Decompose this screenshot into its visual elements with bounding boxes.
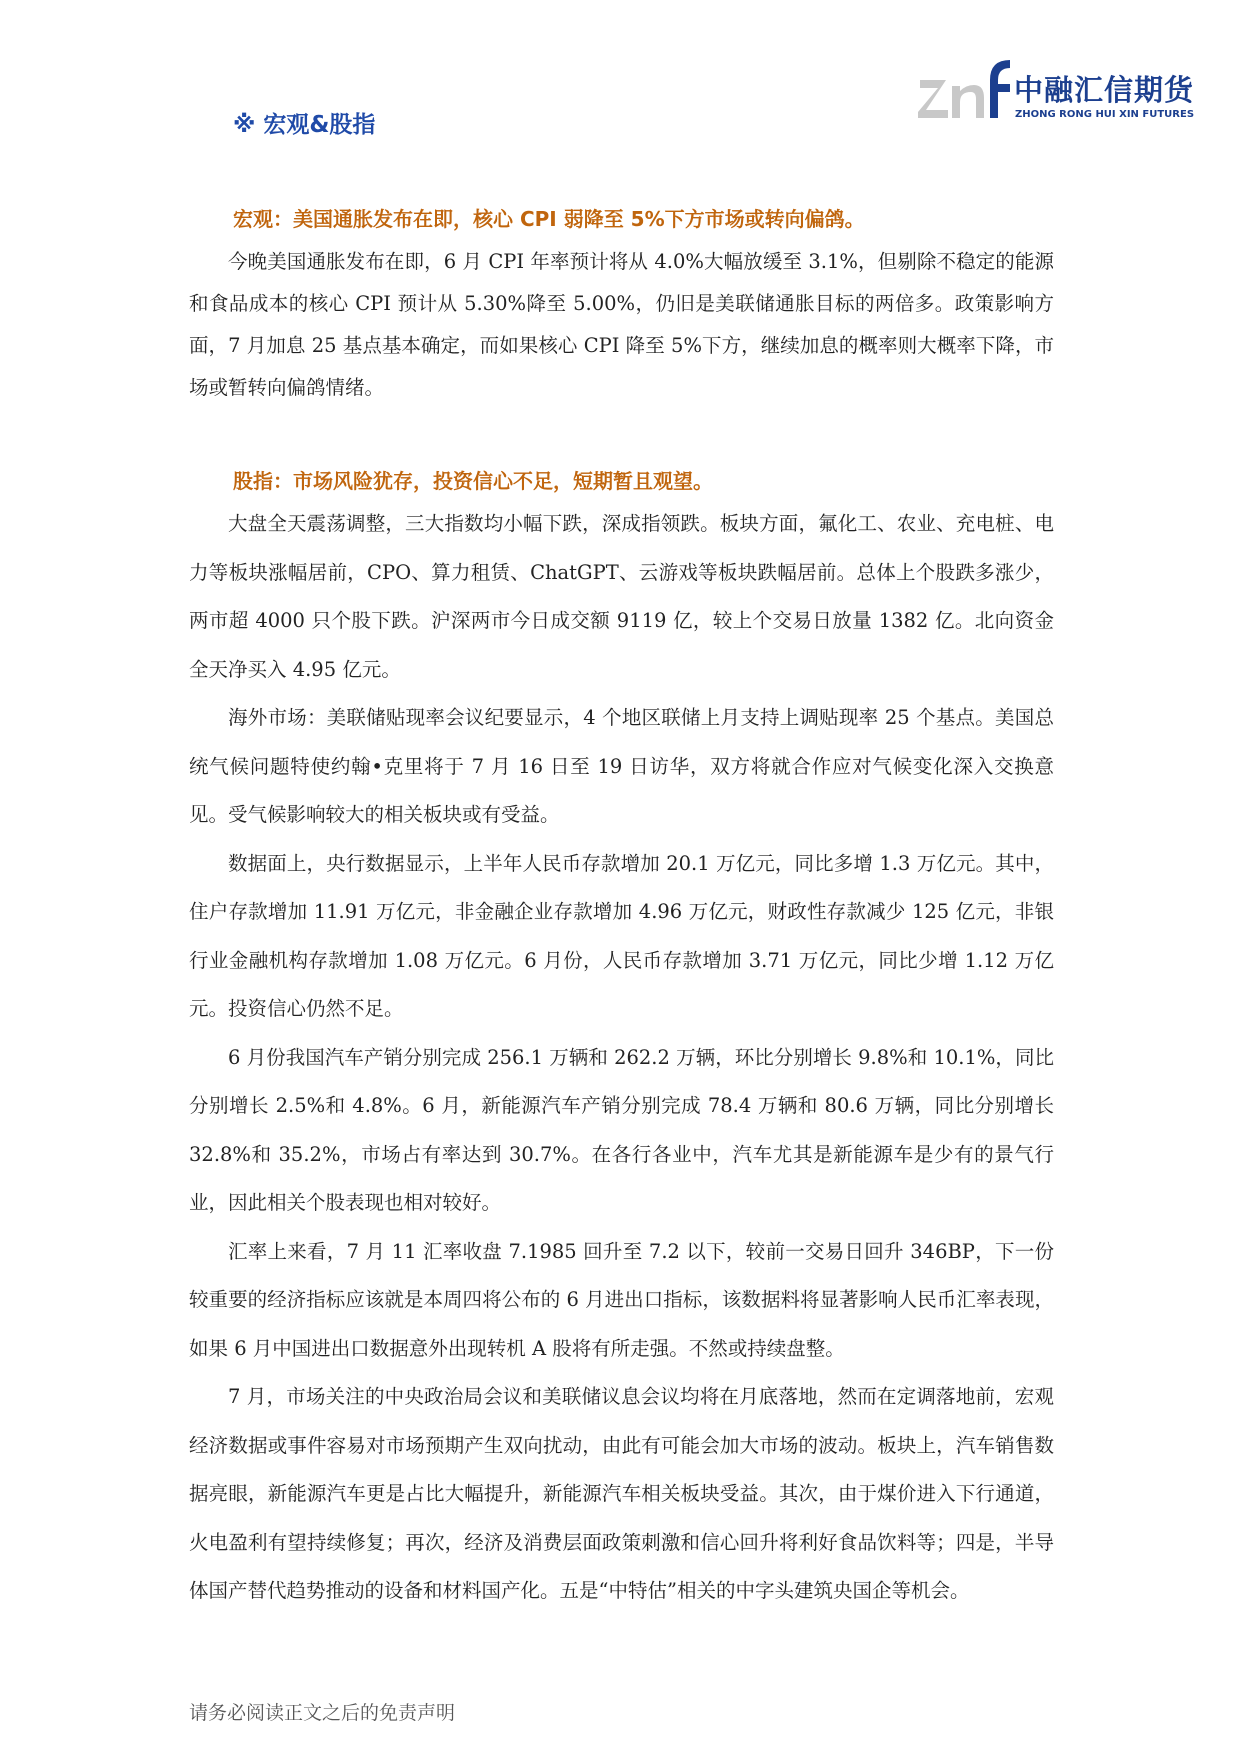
stock-paragraph: 大盘全天震荡调整，三大指数均小幅下跌，深成指领跌。板块方面，氟化工、农业、充电桩、电力等板块涨幅居前，CPO、算力租赁、ChatGPT、云游戏等板块跌幅居前。总体上个股跌多涨少，两市超 4000 只个股下跌。沪深两市今日成交额 9119 亿，较上个交易日放量 1382 亿。北向资金全天净买入 4.95 亿元。 — [189, 512, 1054, 681]
macro-paragraph: 今晚美国通胀发布在即，6 月 CPI 年率预计将从 4.0%大幅放缓至 3.1%，但剔除不稳定的能源和食品成本的核心 CPI 预计从 5.30%降至 5.00%，仍旧是美联储通胀目标的两倍多。政策影响方面，7 月加息 25 基点基本确定，而如果核心 CPI 降至 5%下方，继续加息的概率则大概率下降，市场或暂转向偏鸽情绪。 — [189, 250, 1054, 399]
macro-body — [189, 241, 1054, 409]
stock-heading: 股指：市场风险犹存，投资信心不足，短期暂且观望。 — [233, 469, 713, 493]
stock-paragraph: 7 月，市场关注的中央政治局会议和美联储议息会议均将在月底落地，然而在定调落地前，宏观经济数据或事件容易对市场预期产生双向扰动，由此有可能会加大市场的波动。板块上，汽车销售数据亮眼，新能源汽车更是占比大幅提升，新能源汽车相关板块受益。其次，由于煤价进入下行通道，火电盈利有望持续修复；再次，经济及消费层面政策刺激和信心回升将利好食品饮料等；四是，半导体国产替代趋势推动的设备和材料国产化。五是“中特估”相关的中字头建筑央国企等机会。 — [189, 1385, 1054, 1602]
stock-paragraph: 数据面上，央行数据显示，上半年人民币存款增加 20.1 万亿元，同比多增 1.3 万亿元。其中，住户存款增加 11.91 万亿元，非金融企业存款增加 4.96 万亿元，财政性存款减少 125 亿元，非银行业金融机构存款增加 1.08 万亿元。6 月份，人民币存款增加 3.71 万亿元，同比少增 1.12 万亿元。投资信心仍然不足。 — [189, 851, 1054, 1020]
logo-chinese-name: 中融汇信期货 — [1014, 73, 1195, 107]
znf-logo-icon — [918, 58, 1014, 124]
stock-paragraph: 海外市场：美联储贴现率会议纪要显示，4 个地区联储上月支持上调贴现率 25 个基点。美国总统气候问题特使约翰•克里将于 7 月 16 日至 19 日访华，双方将就合作应对气候变化深入交换意见。受气候影响较大的相关板块或有受益。 — [189, 706, 1054, 826]
macro-heading: 宏观：美国通胀发布在即，核心 CPI 弱降至 5%下方市场或转向偏鸽。 — [233, 207, 865, 231]
footer-disclaimer: 请务必阅读正文之后的免责声明 — [189, 1702, 456, 1724]
stock-body — [189, 500, 1054, 1616]
logo-english-name: ZHONG RONG HUI XIN FUTURES — [1015, 109, 1195, 120]
company-logo — [918, 58, 1202, 124]
stock-paragraph: 汇率上来看，7 月 11 汇率收盘 7.1985 回升至 7.2 以下，较前一交易日回升 346BP，下一份较重要的经济指标应该就是本周四将公布的 6 月进出口指标，该数据料将显著影响人民币汇率表现，如果 6 月中国进出口数据意外出现转机 A 股将有所走强。不然或持续盘整。 — [189, 1239, 1054, 1360]
section-title: ※ 宏观&股指 — [233, 112, 376, 138]
stock-paragraph: 6 月份我国汽车产销分别完成 256.1 万辆和 262.2 万辆，环比分别增长 9.8%和 10.1%，同比分别增长 2.5%和 4.8%。6 月，新能源汽车产销分别完成 78.4 万辆和 80.6 万辆，同比分别增长 32.8%和 35.2%，市场占有率达到 30.7%。在各行各业中，汽车尤其是新能源车是少有的景气行业，因此相关个股表现也相对较好。 — [189, 1045, 1054, 1214]
